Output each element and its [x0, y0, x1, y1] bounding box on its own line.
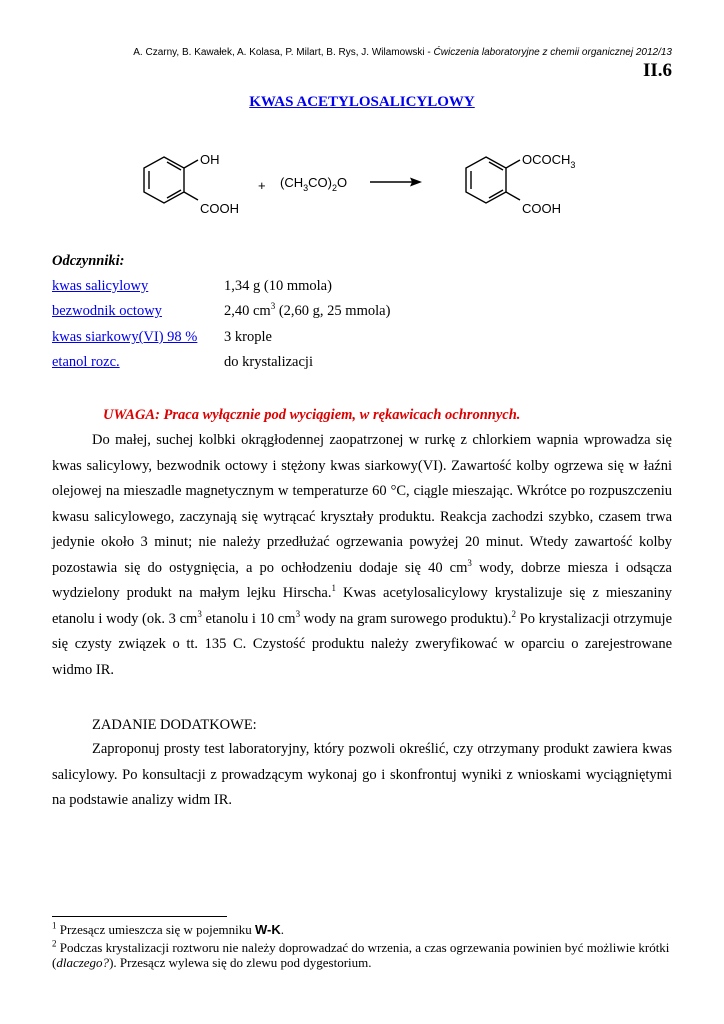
procedure-text: Do małej, suchej kolbki okrągłodennej zaopatrzonej w rurkę z chlorkiem wapnia wprowadza się kwas salicylowy, bezwodnik octowy i stężony kwas siarkowy(VI). Zawartość kolby ogrzewa się w łaźni olejowej na mieszadle magnetycznym w temperaturze 60 °C, ciągle mieszając. Wkrótce po rozpuszczeniu kwasu salicylowego, zaczynają się wytrącać kryształy produktu. Reakcja zachodzi szybko, czasem trwa jedynie około 3 minut; nie należy przedłużać ogrzewania powyżej 20 minut. Wtedy zawartość kolby pozostawia się do ostygnięcia, a po ochłodzeniu dodaje się 40 $cm^3$ wody, dobrze miesza i odsącza wydzielony produkt na małym lejku Hirscha.$^1$ Kwas acetylosalicylowy krystalizuje się z mieszaniny etanolu i wody (ok. 3 $cm^3$ etanolu i 10 $cm^3$ wody na gram surowego produktu).$^2$ Po krystalizacji otrzymuje się czysty związek o tt. 135 C. Czystość produktu należy zweryfikować w oparciu o zarejestrowane widmo IR. [52, 432, 673, 678]
plus-sign: + [258, 178, 266, 193]
reagents-heading: Odczynniki: [52, 253, 125, 269]
reactant-oh-label: OH [200, 152, 220, 167]
reagent-amount: do krystalizacji [224, 354, 313, 370]
extra-task-text: Zaproponuj prosty test laboratoryjny, który pozwoli określić, czy otrzymany produkt zawiera kwas salicylowy. Po konsultacji z prowadzącym wykonaj go i skonfrontuj wyniki z wnioskami wyciągniętymi na podstawie analizy widm IR. [52, 741, 672, 808]
footnote-divider [52, 916, 227, 917]
header-authors: A. Czarny, B. Kawałek, A. Kolasa, P. Milart, B. Rys, J. Wilamowski - [133, 47, 434, 58]
reactant-benzene-ring [144, 157, 198, 203]
footnote-ref-1: 1 [331, 583, 336, 594]
reagent-link[interactable]: kwas siarkowy(VI) 98 % [52, 329, 198, 345]
reagent-formula: $(CH_3CO)_2O$ [280, 175, 348, 193]
footnote-ref-2: 2 [511, 608, 516, 619]
page-header [0, 47, 672, 58]
footnote-1: $^1$ Przesącz umieszcza się w pojemniku W-K. [52, 920, 285, 937]
header-course: Ćwiczenia laboratoryjne z chemii organicznej 2012/13 [433, 47, 672, 58]
reagent-amount: 3 krople [224, 329, 272, 345]
reagent-row [52, 278, 672, 298]
product-benzene-ring [466, 157, 520, 203]
reagent-row [52, 303, 672, 323]
safety-warning: UWAGA: Praca wyłącznie pod wyciągiem, w rękawicach ochronnych. [103, 407, 521, 423]
page-title[interactable] [0, 94, 724, 111]
section-number: II.6 [642, 60, 672, 81]
reactant-cooh-label: COOH [200, 201, 239, 216]
reaction-arrow [370, 178, 422, 187]
reagent-link[interactable]: kwas salicylowy [52, 278, 149, 294]
reagent-amount: 2,40 $cm^3$ (2,60 g, 25 mmola) [224, 301, 391, 319]
reagent-link[interactable]: etanol rozc. [52, 354, 120, 370]
product-ococh3-label: $OCOCH_3$ [522, 152, 576, 170]
title-link[interactable]: KWAS ACETYLOSALICYLOWY [249, 94, 475, 110]
extra-task-heading: ZADANIE DODATKOWE: [92, 717, 257, 733]
product-cooh-label: COOH [522, 201, 561, 216]
reagent-link[interactable]: bezwodnik octowy [52, 303, 162, 319]
reagent-amount: 1,34 g (10 mmola) [224, 278, 332, 294]
footnote-2: $^2$ Podczas krystalizacji roztworu nie należy doprowadzać do wrzenia, a czas ogrzewania powinien być możliwie krótki (dlaczego?). Przesącz wylewa się do zlewu pod dygestorium. [52, 938, 670, 970]
reaction-scheme [130, 140, 600, 232]
reagent-row [52, 354, 672, 374]
reagent-row [52, 329, 672, 349]
